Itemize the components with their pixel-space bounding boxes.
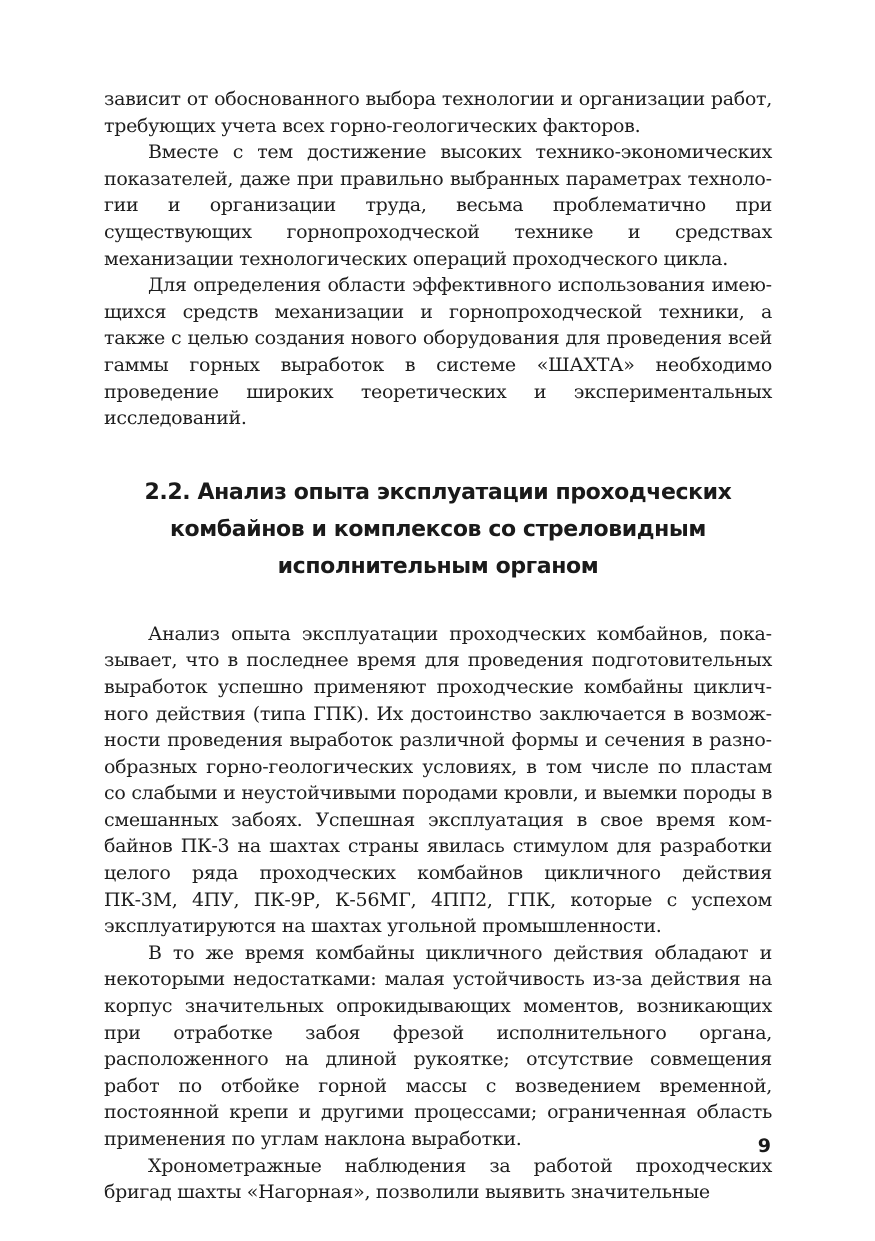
page-body	[104, 86, 772, 1206]
paragraph: В то же время комбайны цикличного действия обладают и некоторыми недостатками: малая устойчивость из-за действия на корпус значительных опрокидывающих моментов, возникающих при отработке забоя фрезой исполнительного органа, расположенного на длиной рукоятке; отсутствие совмещения работ по отбойке горной массы с возведением временной, постоянной крепи и другими процессами; ограниченная область применения по углам наклона выработки.	[104, 941, 772, 1150]
paragraph: Для определения области эффективного использования имеющихся средств механизации и горнопроходческой техники, а также с целью создания нового оборудования для проведения всей гаммы горных выработок в системе «ШАХТА» необходимо проведение широких теоретических и экспериментальных исследований.	[104, 274, 772, 430]
paragraph: Вместе с тем достижение высоких технико-экономических показателей, даже при правильно выбранных параметрах технологии и организации труда, весьма проблематично при существующих горнопроходческой технике и средствах механизации технологических операций проходческого цикла.	[104, 141, 772, 270]
paragraph: Хронометражные наблюдения за работой проходческих бригад шахты «Нагорная», позволили выявить значительные	[104, 1154, 772, 1204]
section-heading: 2.2. Анализ опыта эксплуатации проходческих комбайнов и комплексов со стреловидным исполнительным органом	[144, 479, 732, 579]
paragraph: Анализ опыта эксплуатации проходческих комбайнов, показывает, что в последнее время для проведения подготовительных выработок успешно применяют проходческие комбайны цикличного действия (типа ГПК). Их достоинство заключается в возможности проведения выработок различной формы и сечения в разнообразных горно-геологических условиях, в том числе по пластам со слабыми и неустойчивыми породами кровли, и выемки породы в смешанных забоях. Успешная эксплуатация в свое время комбайнов ПК-3 на шахтах страны явилась стимулом для разработки целого ряда проходческих комбайнов цикличного действия ПК-3М, 4ПУ, ПК-9Р, К-56МГ, 4ПП2, ГПК, которые с успехом эксплуатируются на шахтах угольной промышленности.	[104, 622, 772, 938]
page-number: 9	[757, 1135, 771, 1157]
paragraph-continued: зависит от обоснованного выбора технологии и организации работ, требующих учета всех горно-геологических факторов.	[104, 88, 772, 137]
